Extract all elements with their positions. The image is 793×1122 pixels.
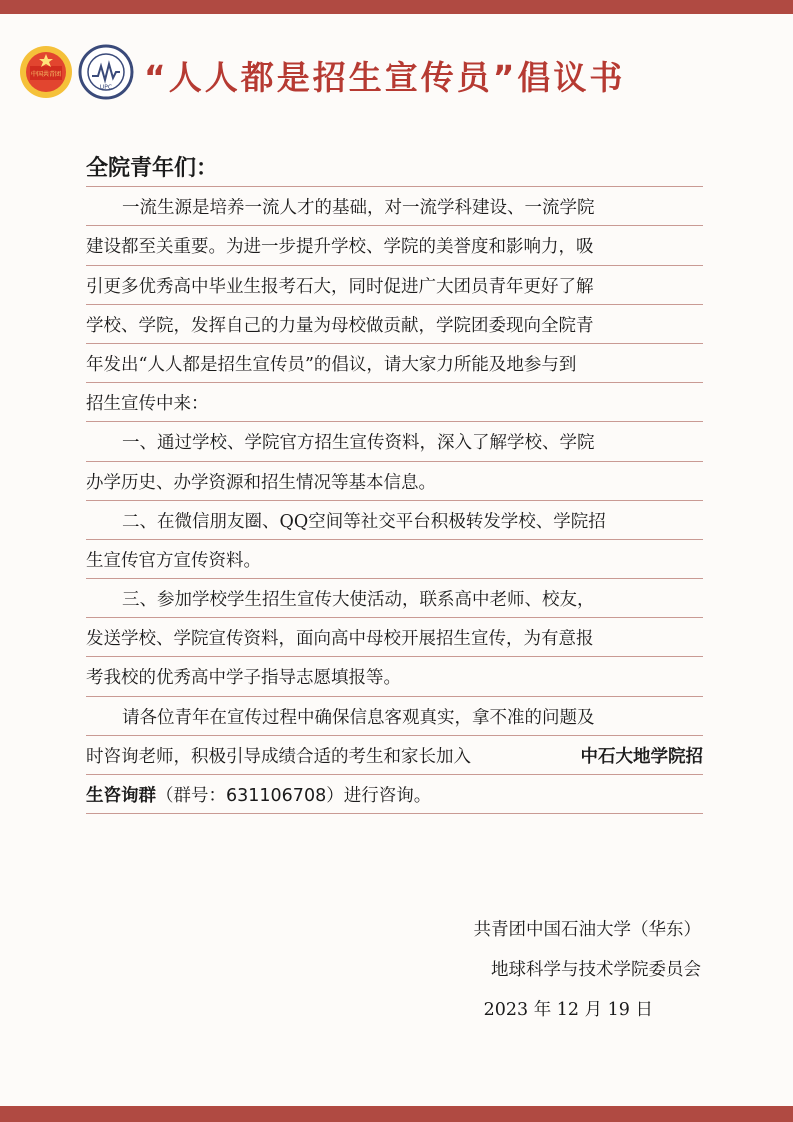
text-line: 建设都至关重要。为进一步提升学校、学院的美誉度和影响力，吸: [86, 226, 703, 265]
text-line: 学校、学院，发挥自己的力量为母校做贡献，学院团委现向全院青: [86, 305, 703, 344]
university-seal: [78, 44, 134, 100]
text-line: 生宣传官方宣传资料。: [86, 540, 703, 579]
greeting-line: [86, 148, 703, 187]
text-line: 考我校的优秀高中学子指导志愿填报等。: [86, 657, 703, 696]
group-number: （群号：631106708）进行咨询。: [156, 786, 432, 806]
group-name-bold: 生咨询群: [86, 786, 156, 806]
signature-date: 2023 年 12 月 19 日: [483, 1000, 653, 1020]
page-title: “人人都是招生宣传员”倡议书: [144, 58, 626, 97]
letter-body: [86, 148, 703, 814]
signature-org-1: 共青团中国石油大学（华东）: [473, 920, 701, 940]
text-line: 年发出“人人都是招生宣传员”的倡议，请大家力所能及地参与到: [86, 344, 703, 383]
text-line: [86, 775, 703, 814]
text-line: 二、在微信朋友圈、QQ空间等社交平台积极转发学校、学院招: [86, 501, 703, 540]
svg-text:UPC: UPC: [99, 84, 113, 91]
top-border-bar: [0, 0, 793, 14]
text-line: 一、通过学校、学院官方招生宣传资料，深入了解学校、学院: [86, 422, 703, 461]
header: [18, 44, 758, 114]
text-line: 招生宣传中来：: [86, 383, 703, 422]
text-line: 引更多优秀高中毕业生报考石大，同时促进广大团员青年更好了解: [86, 266, 703, 305]
signature-org-2: 地球科学与技术学院委员会: [491, 960, 701, 980]
text-line: 三、参加学校学生招生宣传大使活动，联系高中老师、校友，: [86, 579, 703, 618]
group-name-bold: 中石大地学院招: [580, 746, 703, 767]
bottom-border-bar: [0, 1106, 793, 1122]
communist-youth-league-emblem: [18, 44, 74, 100]
svg-text:中国共青团: 中国共青团: [30, 71, 62, 78]
text-line: 发送学校、学院宣传资料，面向高中母校开展招生宣传，为有意报: [86, 618, 703, 657]
text-line: 一流生源是培养一流人才的基础，对一流学科建设、一流学院: [86, 187, 703, 226]
text-line: 办学历史、办学资源和招生情况等基本信息。: [86, 462, 703, 501]
greeting: 全院青年们：: [86, 156, 219, 181]
text-line: 时咨询老师，积极引导成绩合适的考生和家长加入 中石大地学院招: [86, 736, 703, 775]
text-line: 请各位青年在宣传过程中确保信息客观真实，拿不准的问题及: [86, 697, 703, 736]
signature-block: [474, 910, 702, 1030]
